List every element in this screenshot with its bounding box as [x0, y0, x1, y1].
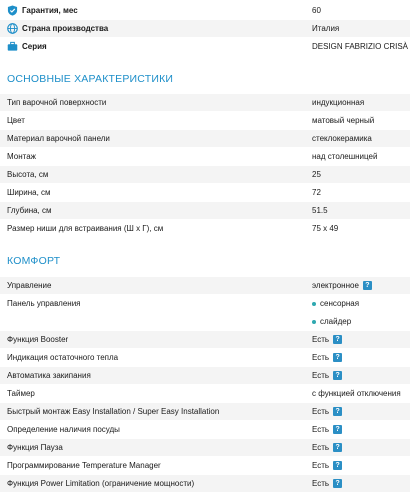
warranty-value: 60	[312, 6, 321, 15]
spec-row	[0, 130, 410, 147]
spec-label: Размер ниши для встраивания (Ш х Г), см	[7, 224, 164, 233]
help-icon[interactable]: ?	[333, 425, 342, 434]
spec-row	[0, 94, 410, 111]
help-icon[interactable]: ?	[333, 443, 342, 452]
help-icon[interactable]: ?	[363, 281, 372, 290]
spec-row	[0, 112, 410, 129]
spec-label: Функция Booster	[7, 335, 69, 344]
spec-value: электронное ?	[312, 281, 372, 290]
spec-row	[0, 202, 410, 219]
spec-label: Управление	[7, 281, 52, 290]
globe-icon	[7, 23, 18, 34]
spec-label: Цвет	[7, 116, 25, 125]
spec-label: Функция Power Limitation (ограничение мощности)	[7, 479, 195, 488]
spec-row	[0, 331, 410, 348]
spec-row	[0, 295, 410, 312]
spec-label: Монтаж	[7, 152, 36, 161]
spec-label: Определение наличия посуды	[7, 425, 120, 434]
spec-label: Автоматика закипания	[7, 371, 91, 380]
spec-value: стеклокерамика	[312, 134, 372, 143]
spec-label: Тип варочной поверхности	[7, 98, 107, 107]
spec-value: Есть ?	[312, 443, 342, 452]
spec-row	[0, 403, 410, 420]
spec-row	[0, 313, 410, 330]
spec-row	[0, 457, 410, 474]
section-title-comfort: КОМФОРТ	[7, 255, 61, 267]
spec-value: 25	[312, 170, 321, 179]
bullet-dot-icon	[312, 302, 316, 306]
spec-value: над столешницей	[312, 152, 378, 161]
spec-label: Индикация остаточного тепла	[7, 353, 119, 362]
warranty-row	[0, 2, 410, 19]
country-label: Страна производства	[22, 24, 109, 33]
spec-value: 51.5	[312, 206, 328, 215]
spec-label: Глубина, см	[7, 206, 52, 215]
help-icon[interactable]: ?	[333, 335, 342, 344]
spec-value: Есть ?	[312, 335, 342, 344]
spec-value: слайдер	[312, 317, 351, 326]
spec-value: с функцией отключения	[312, 389, 401, 398]
spec-label: Материал варочной панели	[7, 134, 110, 143]
spec-row	[0, 439, 410, 456]
briefcase-icon	[7, 41, 18, 52]
series-label: Серия	[22, 42, 47, 51]
spec-value: индукционная	[312, 98, 365, 107]
spec-value: Есть ?	[312, 425, 342, 434]
help-icon[interactable]: ?	[333, 479, 342, 488]
spec-row	[0, 220, 410, 237]
bullet-dot-icon	[312, 320, 316, 324]
series-value: DESIGN FABRIZIO CRISÀ	[312, 42, 409, 51]
spec-value: Есть ?	[312, 353, 342, 362]
spec-label: Высота, см	[7, 170, 49, 179]
spec-value: сенсорная	[312, 299, 359, 308]
spec-label: Ширина, см	[7, 188, 51, 197]
spec-value: 72	[312, 188, 321, 197]
shield-check-icon	[7, 5, 18, 16]
spec-value: 75 x 49	[312, 224, 339, 233]
section-title-main: ОСНОВНЫЕ ХАРАКТЕРИСТИКИ	[7, 73, 174, 85]
spec-row	[0, 385, 410, 402]
spec-row	[0, 277, 410, 294]
spec-label: Панель управления	[7, 299, 81, 308]
country-row	[0, 20, 410, 37]
help-icon[interactable]: ?	[333, 407, 342, 416]
warranty-label: Гарантия, мес	[22, 6, 78, 15]
spec-label: Программирование Temperature Manager	[7, 461, 161, 470]
spec-row	[0, 166, 410, 183]
spec-label: Функция Пауза	[7, 443, 63, 452]
spec-row	[0, 367, 410, 384]
spec-row	[0, 349, 410, 366]
spec-row	[0, 184, 410, 201]
spec-label: Таймер	[7, 389, 35, 398]
spec-row	[0, 475, 410, 492]
spec-value: Есть ?	[312, 407, 342, 416]
country-value: Италия	[312, 24, 340, 33]
spec-value: Есть ?	[312, 461, 342, 470]
spec-value: Есть ?	[312, 371, 342, 380]
spec-value: матовый черный	[312, 116, 375, 125]
spec-row	[0, 421, 410, 438]
spec-value: Есть ?	[312, 479, 342, 488]
spec-row	[0, 148, 410, 165]
spec-label: Быстрый монтаж Easy Installation / Super Easy Installation	[7, 407, 220, 416]
help-icon[interactable]: ?	[333, 371, 342, 380]
help-icon[interactable]: ?	[333, 353, 342, 362]
series-row	[0, 38, 410, 55]
help-icon[interactable]: ?	[333, 461, 342, 470]
